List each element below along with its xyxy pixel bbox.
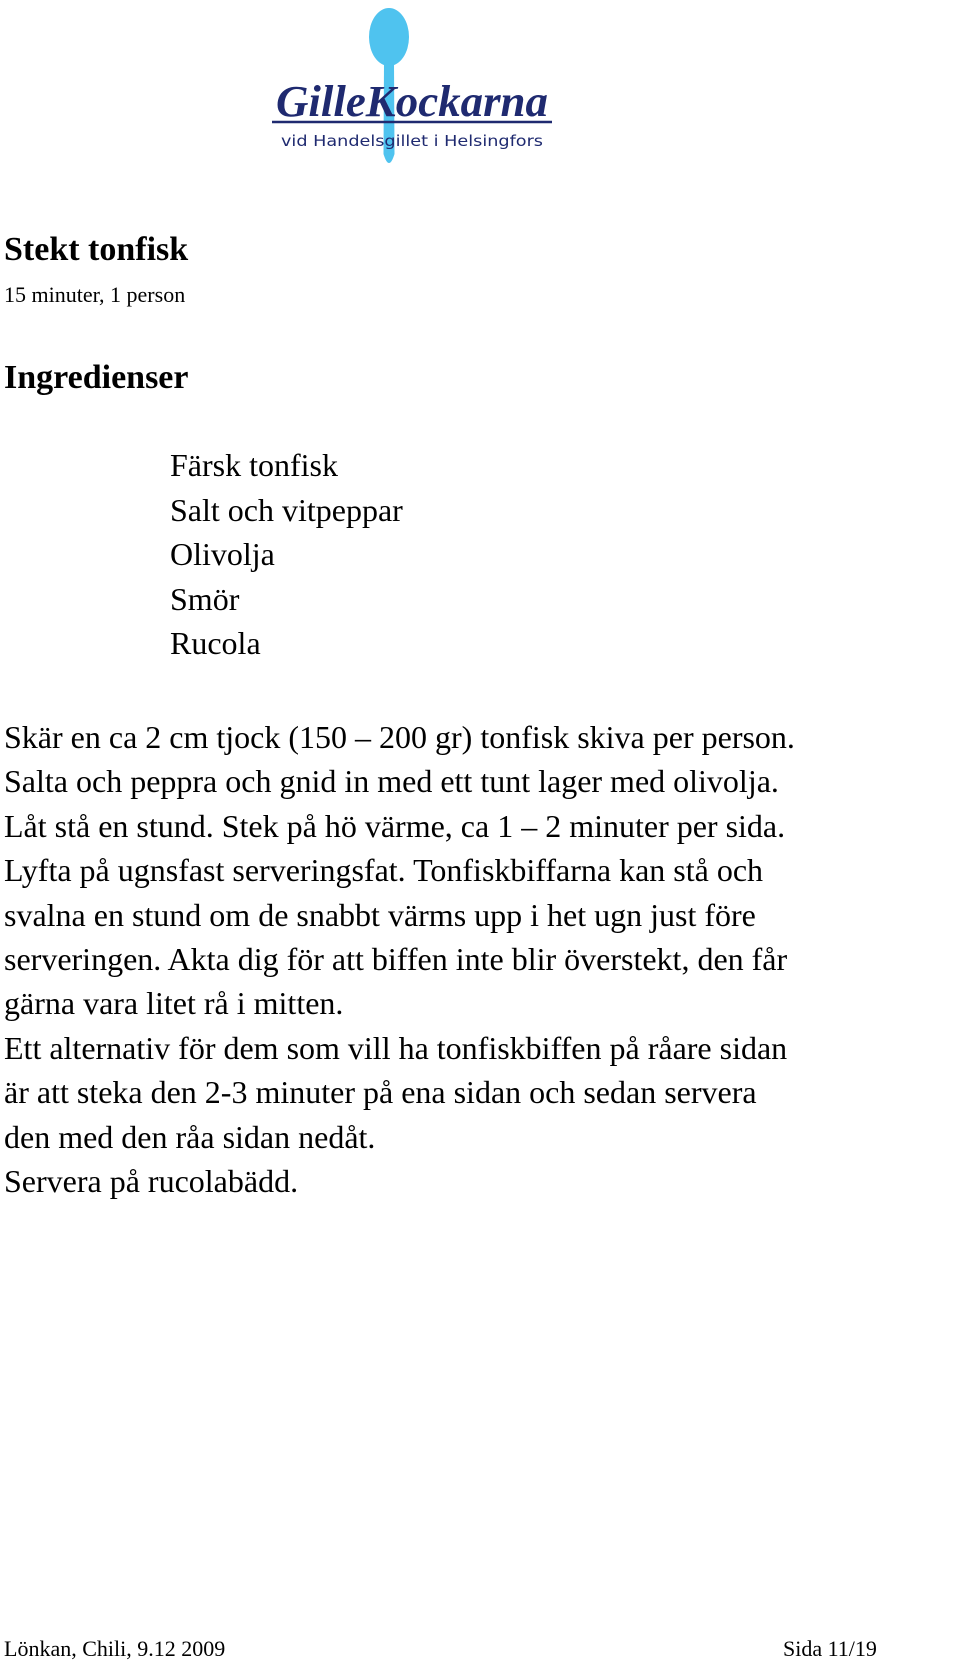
spoon-icon bbox=[369, 8, 409, 66]
footer-author-date: Lönkan, Chili, 9.12 2009 bbox=[4, 1636, 226, 1661]
recipe-title: Stekt tonfisk bbox=[4, 231, 189, 268]
instruction-line: svalna en stund om de snabbt värms upp i het ugn just före bbox=[4, 896, 756, 933]
instruction-line: Lyfta på ugnsfast serveringsfat. Tonfiskbiffarna kan stå och bbox=[4, 852, 764, 889]
logo-wordmark: GilleKockarna bbox=[276, 77, 548, 126]
ingredient-item: Salt och vitpeppar bbox=[170, 491, 403, 528]
instruction-line: Servera på rucolabädd. bbox=[4, 1163, 299, 1200]
ingredient-item: Smör bbox=[170, 580, 240, 617]
instruction-line: Ett alternativ för dem som vill ha tonfiskbiffen på råare sidan bbox=[4, 1029, 788, 1066]
ingredient-item: Rucola bbox=[170, 625, 261, 661]
instruction-line: är att steka den 2-3 minuter på ena sidan och sedan servera bbox=[4, 1074, 757, 1111]
instruction-line: gärna vara litet rå i mitten. bbox=[4, 985, 344, 1022]
instruction-line: Skär en ca 2 cm tjock (150 – 200 gr) tonfisk skiva per person. bbox=[4, 719, 795, 755]
instruction-line: serveringen. Akta dig för att biffen inte blir överstekt, den får bbox=[4, 941, 788, 978]
ingredients-heading: Ingredienser bbox=[4, 359, 189, 396]
instructions bbox=[4, 715, 954, 1203]
footer-page-number: Sida 11/19 bbox=[783, 1636, 877, 1661]
ingredient-item: Olivolja bbox=[170, 536, 275, 572]
ingredient-item: Färsk tonfisk bbox=[170, 447, 338, 483]
logo-tagline: vid Handelsgillet i Helsingfors bbox=[281, 132, 544, 150]
instruction-line: den med den råa sidan nedåt. bbox=[4, 1118, 376, 1155]
gillekockarna-logo bbox=[262, 4, 562, 180]
instruction-line: Låt stå en stund. Stek på hö värme, ca 1 – 2 minuter per sida. bbox=[4, 807, 786, 844]
instruction-line: Salta och peppra och gnid in med ett tunt lager med olivolja. bbox=[4, 763, 779, 800]
recipe-subtitle: 15 minuter, 1 person bbox=[4, 282, 186, 307]
ingredient-list bbox=[170, 443, 403, 666]
